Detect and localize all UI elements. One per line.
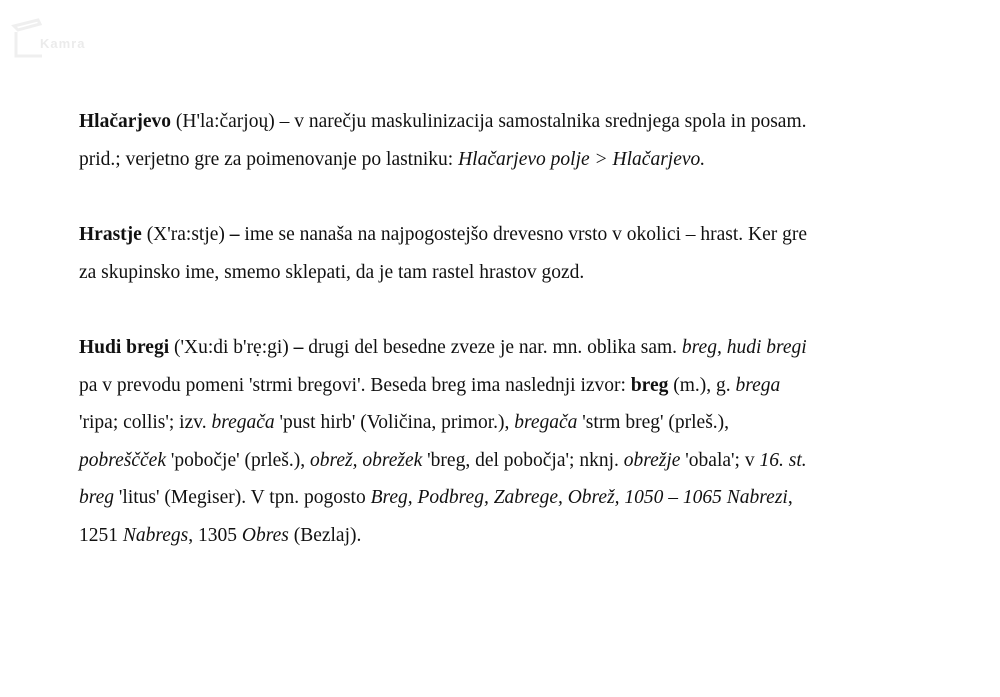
text-segment: ime se nanaša na najpogostejšo drevesno vrsto v okolici – hrast. Ker gre bbox=[239, 224, 808, 245]
text-segment: ('Xu:di b'rẹ:gi) bbox=[169, 337, 294, 358]
dictionary-entry bbox=[79, 103, 939, 178]
italic-text: obrežje bbox=[623, 449, 681, 471]
document-body bbox=[79, 103, 939, 592]
bold-text: Hrastje bbox=[79, 224, 142, 245]
entry-line bbox=[79, 442, 939, 480]
text-segment: (Bezlaj). bbox=[288, 524, 362, 546]
entry-line bbox=[79, 141, 939, 179]
italic-text: bregača bbox=[211, 412, 275, 433]
text-segment: za skupinsko ime, smemo sklepati, da je tam rastel hrastov gozd. bbox=[79, 261, 585, 283]
watermark-text: Kamra bbox=[40, 36, 86, 51]
text-segment: 'breg, del pobočja'; nknj. bbox=[422, 449, 624, 471]
italic-text: breg bbox=[79, 487, 115, 508]
text-segment: 'strm breg' (prleš.), bbox=[577, 412, 730, 433]
text-segment: 'ripa; collis'; izv. bbox=[79, 412, 212, 433]
text-segment: pa v prevodu pomeni 'strmi bregovi'. Beseda breg ima naslednji izvor: bbox=[79, 374, 631, 396]
italic-text: brega bbox=[735, 374, 781, 396]
text-segment: 1251 bbox=[79, 524, 123, 546]
text-segment: 'obala'; v bbox=[680, 449, 760, 471]
entry-line bbox=[79, 216, 939, 254]
italic-text: Nabregs bbox=[122, 524, 189, 546]
text-segment: 'pobočje' (prleš.), bbox=[165, 449, 311, 471]
italic-text: Breg, Podbreg, Zabrege, Obrež, 1050 – 1065 Nabrezi bbox=[370, 487, 788, 508]
text-segment: (H'la:čarjoų) – v narečju maskulinizacija samostalnika srednjega spola in posam. bbox=[171, 111, 807, 132]
text-segment: (m.), g. bbox=[668, 374, 736, 396]
entry-line bbox=[79, 103, 939, 141]
text-segment: 'litus' (Megiser). V tpn. pogosto bbox=[114, 487, 371, 508]
text-segment: , 1305 bbox=[188, 524, 242, 546]
bold-text: Hlačarjevo bbox=[79, 111, 172, 132]
text-segment: 'pust hirb' (Voličina, primor.), bbox=[274, 412, 515, 433]
bold-text: breg bbox=[630, 374, 669, 396]
text-segment: (X'ra:stje) bbox=[141, 224, 230, 245]
italic-text: pobreščček bbox=[79, 449, 166, 471]
entry-line bbox=[79, 254, 939, 292]
entry-line bbox=[79, 517, 939, 555]
text-segment: drugi del besedne zveze je nar. mn. oblika sam. bbox=[303, 337, 682, 358]
text-segment: , bbox=[787, 487, 793, 508]
italic-text: Obres bbox=[241, 524, 289, 546]
entry-line bbox=[79, 404, 939, 442]
bold-text: – bbox=[229, 224, 240, 245]
italic-text: 16. st. bbox=[759, 449, 807, 471]
text-segment: prid.; verjetno gre za poimenovanje po lastniku: bbox=[79, 148, 459, 170]
dictionary-entry bbox=[79, 216, 939, 291]
watermark-logo bbox=[8, 16, 118, 60]
entry-line bbox=[79, 367, 939, 405]
italic-text: obrež, obrežek bbox=[310, 449, 423, 471]
italic-text: bregača bbox=[514, 412, 578, 433]
dictionary-entry bbox=[79, 329, 939, 554]
italic-text: Hlačarjevo polje > Hlačarjevo. bbox=[458, 148, 706, 170]
bold-text: – bbox=[293, 337, 304, 358]
entry-line bbox=[79, 329, 939, 367]
entry-line bbox=[79, 479, 939, 517]
italic-text: breg, hudi bregi bbox=[681, 337, 807, 358]
bold-text: Hudi bregi bbox=[79, 337, 170, 358]
